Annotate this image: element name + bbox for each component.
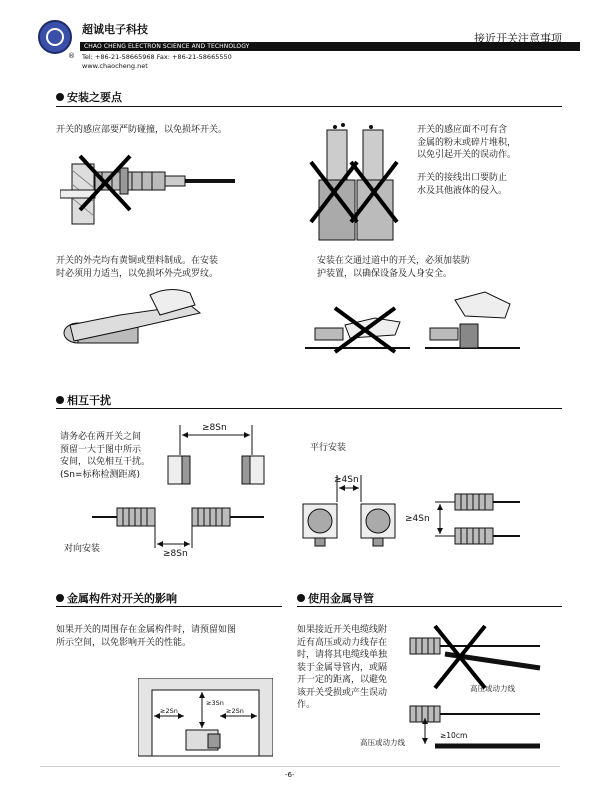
install-heading: 安装之要点 <box>56 89 122 105</box>
brand-name-cn: 超诚电子科技 <box>82 23 148 36</box>
dim-4sn-horizontal: ≥4Sn <box>334 475 359 485</box>
dim-3sn: ≥3Sn <box>206 699 224 707</box>
sensor-impact-illustration <box>60 150 260 230</box>
bullet-icon <box>56 396 64 404</box>
metal-clearance-diagram <box>138 678 273 758</box>
wrench-illustration <box>60 285 210 360</box>
traffic-protection-illustration <box>305 280 525 355</box>
bullet-icon <box>56 594 64 602</box>
bullet-icon <box>297 594 305 602</box>
install-note-impact: 开关的感应部要严防碰撞，以免损坏开关。 <box>56 125 228 135</box>
label-parallel-mount: 平行安装 <box>310 443 347 453</box>
install-note-debris: 开关的感应面不可有含 金属的粉末或碎片堆积， 以免引起开关的误动作。 <box>417 125 517 160</box>
dim-2sn-left: ≥2Sn <box>160 707 178 715</box>
metal-debris-illustration <box>305 122 405 242</box>
section-divider <box>56 606 282 607</box>
page-number: -6- <box>285 771 295 779</box>
contact-website: www.chaocheng.net <box>82 62 148 70</box>
footer-divider <box>40 766 560 767</box>
label-hv-line-top: 高压或动力线 <box>470 684 515 693</box>
conduit-heading: 使用金属导管 <box>297 590 374 606</box>
company-logo <box>38 20 72 54</box>
section-divider <box>297 606 562 607</box>
bullet-icon <box>56 93 64 101</box>
conduit-correct-illustration <box>405 700 545 760</box>
label-opposite-mount: 对向安装 <box>64 544 101 554</box>
interference-note: 请务必在两开关之间 预留一大于图中所示 安间，以免相互干扰。 (Sn=标称检测距离) <box>60 432 151 480</box>
install-note-traffic: 安装在交通过道中的开关，必须加装防 护装置，以确保设备及人身安全。 <box>317 256 471 279</box>
dim-2sn-right: ≥2Sn <box>226 707 244 715</box>
dim-10cm: ≥10cm <box>440 731 468 740</box>
section-divider <box>56 106 562 107</box>
install-note-liquid: 开关的接线出口要防止 水及其他液体的侵入。 <box>417 173 508 196</box>
registered-mark: ® <box>68 52 75 60</box>
page-title: 接近开关注意事项 <box>474 32 562 45</box>
conduit-wrong-illustration <box>405 622 545 692</box>
brand-name-en: CHAO CHENG ELECTRON SCIENCE AND TECHNOLOGY <box>84 43 250 50</box>
conduit-note: 如果接近开关电缆线附 近有高压或动力线存在 时，请将其电缆线单独 装于金属导管内，或隔 开一定的距离，以避免 该开关受损或产生误动 作。 <box>297 625 388 710</box>
dim-8sn-top: ≥8Sn <box>202 423 227 433</box>
interference-heading: 相互干扰 <box>56 392 111 408</box>
contact-phone-fax: Tel: +86-21-58665968 Fax: +86-21-58665550 <box>82 53 232 61</box>
dim-4sn-vertical: ≥4Sn <box>405 514 430 524</box>
dim-8sn-bottom: ≥8Sn <box>163 549 188 559</box>
metal-note: 如果开关的周围存在金属构件时，请预留如图 所示空间，以免影响开关的性能。 <box>56 625 237 648</box>
section-divider <box>56 408 562 409</box>
metal-heading: 金属构件对开关的影响 <box>56 590 177 606</box>
label-hv-line-bottom: 高压或动力线 <box>360 738 405 747</box>
install-note-torque: 开关的外壳均有黄铜或塑料制成。在安装 时必须用力适当，以免损坏外壳或罗纹。 <box>56 256 219 279</box>
contact-info <box>82 53 232 71</box>
